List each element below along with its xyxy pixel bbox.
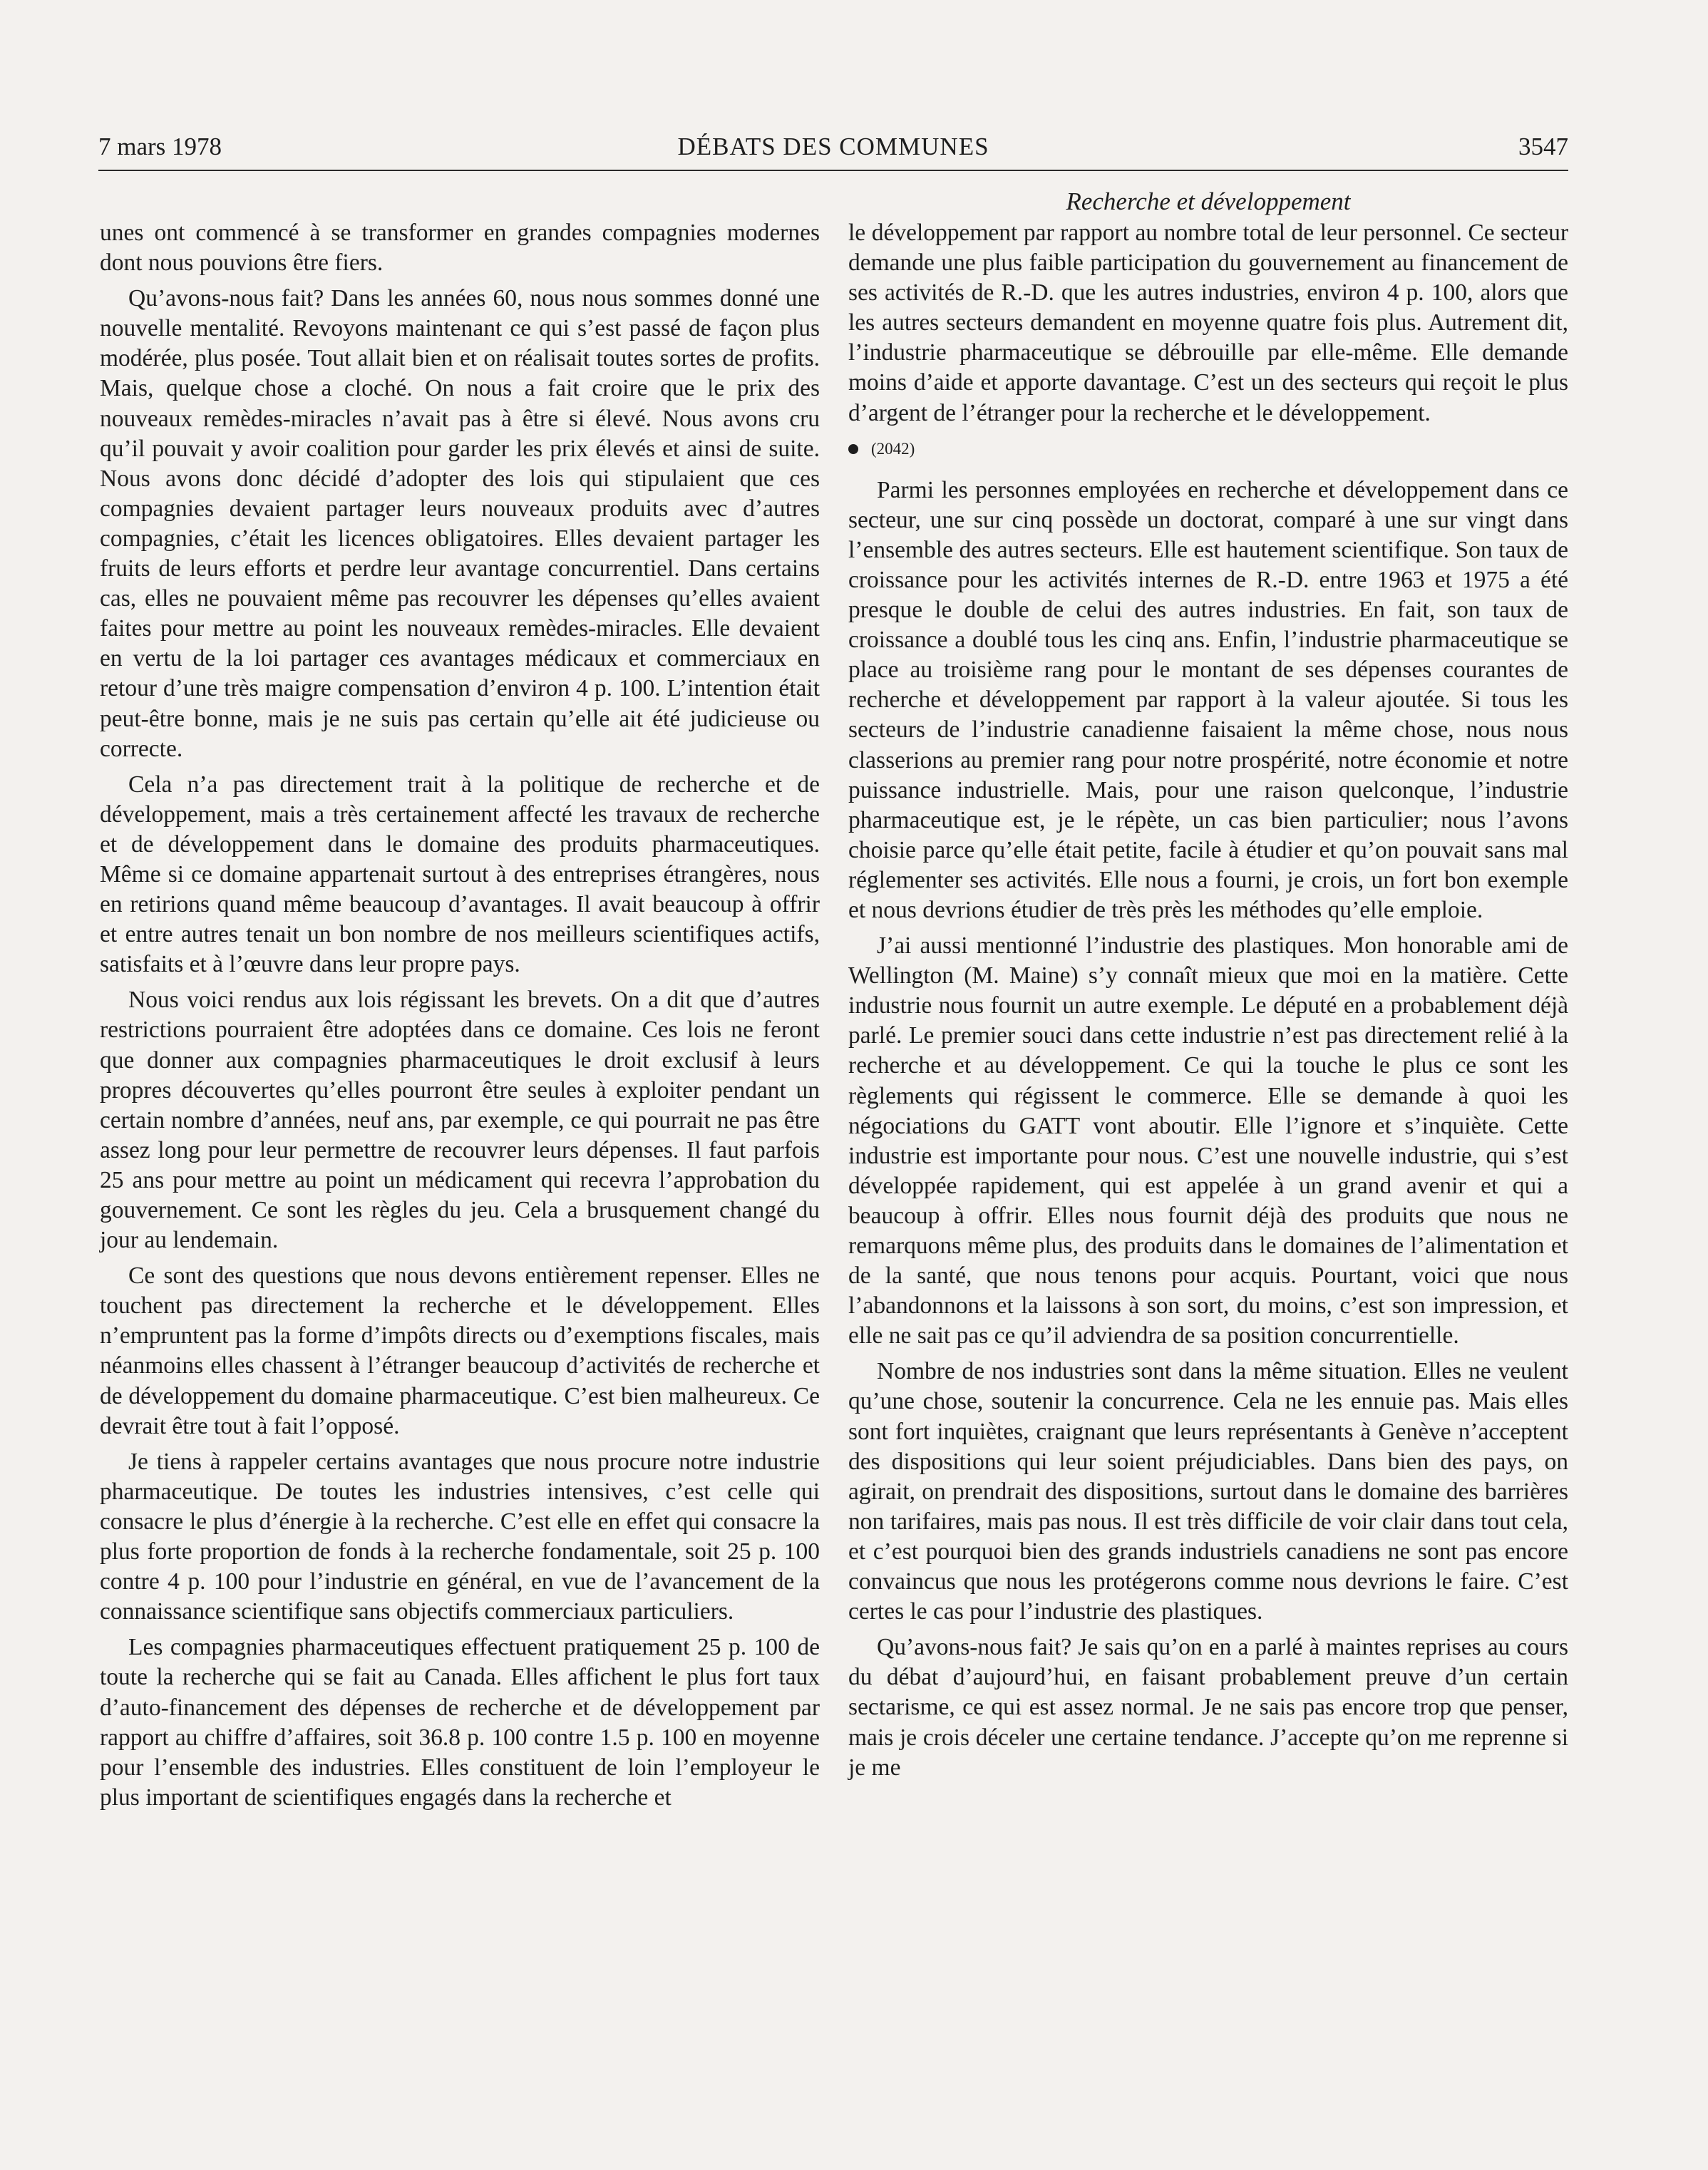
page-header <box>98 133 1568 168</box>
left-column <box>100 218 820 1819</box>
paragraph: Qu’avons-nous fait? Dans les années 60, nous nous sommes donné une nouvelle mentalité. Revoyons maintenant ce qui s’est passé de façon plus modérée, plus posée. Tout allait bien et on réalisait toutes sortes de profits. Mais, quelque chose a cloché. On nous a fait croire que le prix des nouveaux remèdes-miracles n’avait pas à être si élevé. Nous avons cru qu’il pouvait y avoir coalition pour garder les prix élevés et ainsi de suite. Nous avons donc décidé d’adopter des lois qui stipulaient que ces compagnies devaient partager leurs nouveaux produits avec d’autres compagnies, c’était les licences obligatoires. Elles devaient partager les fruits de leurs efforts et perdre leur avantage concurrentiel. Dans certains cas, elles ne pouvaient même pas recouvrer les dépenses qu’elles avaient faites pour mettre au point les nouveaux remèdes-miracles. Elle devaient en vertu de la loi partager ces avantages médicaux et commerciaux en retour d’une très maigre compensation d’environ 4 p. 100. L’intention était peut-être bonne, mais je ne suis pas certain qu’elle ait été judicieuse ou correcte. <box>100 285 820 762</box>
paragraph: unes ont commencé à se transformer en grandes compagnies modernes dont nous pouvions être fiers. <box>100 220 820 277</box>
right-column <box>848 218 1568 1789</box>
bullet-icon <box>848 444 858 454</box>
page-number: 3547 <box>1518 133 1568 160</box>
time-marker-text: (2042) <box>871 439 915 458</box>
paragraph: Je tiens à rappeler certains avantages que nous procure notre industrie pharmaceutique. De toutes les industries intensives, c’est celle qui consacre le plus d’énergie à la recherche. C’est elle en effet qui consacre la plus forte proportion de fonds à la recherche fondamentale, soit 25 p. 100 contre 4 p. 100 pour l’industrie en général, en vue de l’avancement de la connaissance scientifique sans objectifs commerciaux particuliers. <box>100 1448 820 1625</box>
paragraph: Les compagnies pharmaceutiques effectuent pratiquement 25 p. 100 de toute la recherche qui se fait au Canada. Elles affichent le plus fort taux d’auto-financement des dépenses de recherche et de développement par rapport au chiffre d’affaires, soit 36.8 p. 100 contre 1.5 p. 100 en moyenne pour l’ensemble des industries. Elles constituent de loin l’employeur le plus important de scientifiques engagés dans la recherche et <box>100 1634 820 1811</box>
paragraph: Qu’avons-nous fait? Je sais qu’on en a parlé à maintes reprises au cours du débat d’aujourd’hui, en faisant probablement preuve d’un certain sectarisme, ce qui est assez normal. Je ne sais pas encore trop que penser, mais je crois déceler une certaine tendance. J’accepte qu’on me reprenne si je me <box>848 1634 1568 1781</box>
header-title: DÉBATS DES COMMUNES <box>677 133 989 160</box>
paragraph: Nombre de nos industries sont dans la même situation. Elles ne veulent qu’une chose, soutenir la concurrence. Cela ne les ennuie pas. Mais elles sont fort inquiètes, craignant que leurs représentants à Genève n’acceptent des dispositions qui leur soient préjudiciables. Dans bien des pays, on agirait, on prendrait des dispositions, surtout dans le domaine des barrières non tarifaires, mais pas nous. Il est très difficile de voir clair dans tout cela, et c’est pourquoi bien des grands industriels canadiens ne sont pas encore convaincus que nous les protégerons comme nous devrions le faire. C’est certes le cas pour l’industrie des plastiques. <box>848 1358 1568 1625</box>
paragraph: le développement par rapport au nombre total de leur personnel. Ce secteur demande une plus faible participation du gouvernement au financement de ses activités de R.-D. que les autres industries, environ 4 p. 100, alors que les autres secteurs demandent en moyenne quatre fois plus. Autrement dit, l’industrie pharmaceutique se débrouille par elle-même. Elle demande moins d’aide et apporte davantage. C’est un des secteurs qui reçoit le plus d’argent de l’étranger pour la recherche et le développement. <box>848 220 1568 426</box>
paragraph: Cela n’a pas directement trait à la politique de recherche et de développement, mais a très certainement affecté les travaux de recherche et de développement dans le domaine des produits pharmaceutiques. Même si ce domaine appartenait surtout à des entreprises étrangères, nous en retirions quand même beaucoup d’avantages. Il avait beaucoup à offrir et entre autres tenait un bon nombre de nos meilleurs scientifiques actifs, satisfaits et à l’œuvre dans leur propre pays. <box>100 771 820 978</box>
paragraph: Nous voici rendus aux lois régissant les brevets. On a dit que d’autres restrictions pourraient être adoptées dans ce domaine. Ces lois ne feront que donner aux compagnies pharmaceutiques le droit exclusif à leurs propres découvertes qu’elles pourront être seules à exploiter pendant un certain nombre d’années, neuf ans, par exemple, ce qui pourrait ne pas être assez long pour leur permettre de recouvrer leurs dépenses. Il faut parfois 25 ans pour mettre au point un médicament qui recevra l’approbation du gouvernement. Ce sont les règles du jeu. Cela a brusquement changé du jour au lendemain. <box>100 987 820 1254</box>
section-title: Recherche et développement <box>1066 187 1351 215</box>
time-marker <box>848 438 1568 460</box>
paragraph: J’ai aussi mentionné l’industrie des plastiques. Mon honorable ami de Wellington (M. Maine) s’y connaît mieux que moi en la matière. Cette industrie nous fournit un autre exemple. Le député en a probablement déjà parlé. Le premier souci dans cette industrie n’est pas directement relié à la recherche et au développement. Ce qui la touche le plus ce sont les règlements qui régissent le commerce. Elle se demande à quoi les négociations du GATT vont aboutir. Elle l’ignore et s’inquiète. Cette industrie est importante pour nous. C’est une nouvelle industrie, qui s’est développée rapidement, qui est appelée à un grand avenir et qui a beaucoup à offrir. Elles nous fournit déjà des produits que nous ne remarquons même plus, des produits dans le domaines de l’alimentation et de la santé, que nous tenons pour acquis. Pourtant, voici que nous l’abandonnons et la laissons à son sort, du moins, c’est son impression, et elle ne sait pas ce qu’il adviendra de sa position concurrentielle. <box>848 932 1568 1349</box>
header-rule <box>98 170 1568 171</box>
paragraph: Ce sont des questions que nous devons entièrement repenser. Elles ne touchent pas directement la recherche et le développement. Elles n’empruntent pas la forme d’impôts directs ou d’exemptions fiscales, mais néanmoins elles chassent à l’étranger beaucoup d’activités de recherche et de développement du domaine pharmaceutique. C’est bien malheureux. Ce devrait être tout à fait l’opposé. <box>100 1263 820 1439</box>
header-date: 7 mars 1978 <box>98 133 222 160</box>
paragraph: Parmi les personnes employées en recherche et développement dans ce secteur, une sur cinq possède un doctorat, comparé à une sur vingt dans l’ensemble des autres secteurs. Elle est hautement scientifique. Son taux de croissance pour les activités internes de R.-D. entre 1963 et 1975 a été presque le double de celui des autres industries. En fait, son taux de croissance a doublé tous les cinq ans. Enfin, l’industrie pharmaceutique se place au troisième rang pour le montant de ses dépenses courantes de recherche et développement par rapport à la valeur ajoutée. Si tous les secteurs de l’industrie canadienne faisaient la même chose, nous nous classerions au premier rang pour notre prospérité, notre économie et notre puissance industrielle. Mais, pour une raison quelconque, l’industrie pharmaceutique est, je le répète, un cas bien particulier; nous l’avons choisie parce qu’elle était petite, facile à étudier et qu’on pouvait sans mal réglementer ses activités. Elle nous a fourni, je crois, un fort bon exemple et nous devrions étudier de très près les méthodes qu’elle emploie. <box>848 476 1568 923</box>
